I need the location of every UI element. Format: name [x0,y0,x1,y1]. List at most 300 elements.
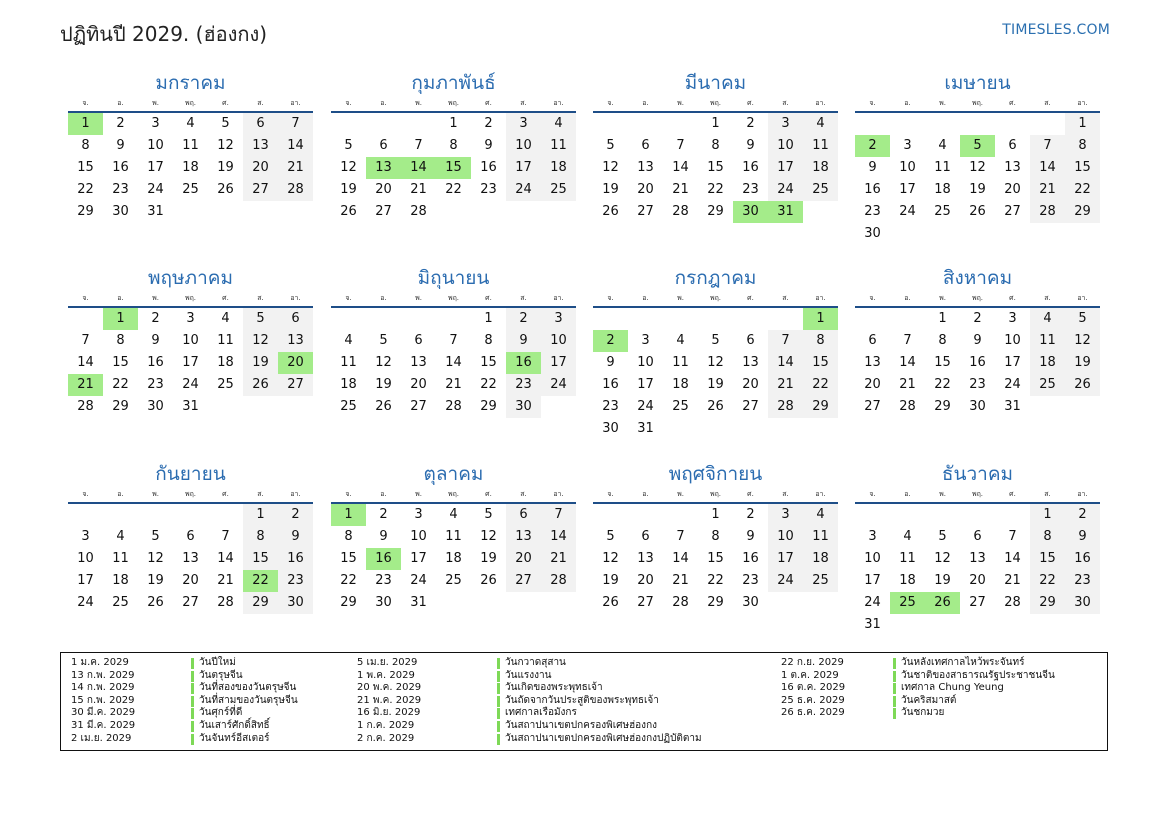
day-cell: 1 [484,311,493,326]
day-cell: 15 [77,160,94,175]
day-cell: 4 [344,333,353,348]
day-cell: 3 [506,113,541,135]
day-cell: 18 [934,182,951,197]
day-cell: 4 [938,138,947,153]
day-cell: 5 [344,138,353,153]
empty-cell [855,504,890,526]
day-cell: 13 [410,355,427,370]
day-cell: 3 [641,333,650,348]
empty-cell [855,113,890,135]
month-name: ตุลาคม [423,463,484,485]
day-cell: 26 [602,595,619,610]
weekday-label: จ. [345,489,352,498]
day-cell: 31 [410,595,427,610]
holiday-marker [497,671,500,682]
day-cell: 7 [768,330,803,352]
day-cell: 31 [637,421,654,436]
holiday-marker [497,696,500,707]
day-cell: 14 [445,355,462,370]
weekday-label: อ. [642,489,649,498]
day-cell: 10 [506,135,541,157]
day-cell: 7 [676,138,685,153]
weekday-label: อา. [1077,293,1088,302]
day-cell: 18 [899,573,916,588]
weekday-label: พ. [939,293,946,302]
weekday-label: พฤ. [447,489,460,498]
empty-cell [628,113,663,135]
day-cell: 26 [375,399,392,414]
weekday-label: จ. [82,293,89,302]
day-cell: 16 [969,355,986,370]
empty-cell [208,504,243,526]
month-block [68,70,313,223]
empty-cell [173,504,208,526]
holiday-marker [191,696,194,707]
day-cell: 16 [112,160,129,175]
weekday-label: พ. [939,98,946,107]
day-cell: 3 [151,116,160,131]
month-block [593,461,838,614]
day-grid [331,308,576,418]
day-cell: 15 [707,551,724,566]
site-link[interactable]: TIMESLES.COM [1002,22,1110,38]
weekday-label: อ. [380,489,387,498]
day-cell: 21 [1030,179,1065,201]
day-cell: 28 [1004,595,1021,610]
day-cell: 10 [541,330,576,352]
day-cell: 27 [182,595,199,610]
day-cell: 3 [768,504,803,526]
holiday-day-cell: 15 [436,157,471,179]
weekday-label: จ. [82,489,89,498]
weekday-label: พฤ. [971,98,984,107]
holiday-marker [497,708,500,719]
month-block [855,265,1100,418]
day-grid [331,504,576,614]
day-cell: 3 [768,113,803,135]
holiday-name: วันที่สองของวันตรุษจีน [199,682,297,694]
month-block [855,70,1100,245]
weekday-header-row [855,291,1100,305]
holiday-marker [893,683,896,694]
weekday-label: ส. [1044,293,1051,302]
holiday-marker [497,658,500,669]
weekday-label: จ. [607,489,614,498]
day-cell: 19 [934,573,951,588]
weekday-label: อ. [904,293,911,302]
weekday-label: ศ. [485,489,492,498]
weekday-label: อ. [380,98,387,107]
holiday-date: 21 พ.ค. 2029 [357,694,422,706]
day-cell: 16 [864,182,881,197]
month-name: พฤศจิกายน [668,463,763,485]
day-cell: 13 [278,330,313,352]
day-cell: 10 [768,135,803,157]
weekday-label: ศ. [747,293,754,302]
empty-cell [890,113,925,135]
day-cell: 30 [864,226,881,241]
weekday-header-row [331,96,576,110]
day-cell: 14 [1004,551,1021,566]
day-cell: 4 [903,529,912,544]
day-cell: 2 [1065,504,1100,526]
day-cell: 7 [221,529,230,544]
weekday-label: ศ. [747,489,754,498]
day-cell: 19 [1065,352,1100,374]
weekday-label: อ. [642,293,649,302]
day-cell: 15 [243,548,278,570]
holiday-date: 14 ก.พ. 2029 [71,682,135,694]
day-cell: 21 [410,182,427,197]
weekday-header-row [68,96,313,110]
day-cell: 28 [410,204,427,219]
weekday-label: อ. [904,489,911,498]
day-cell: 23 [112,182,129,197]
empty-cell [890,504,925,526]
month-block [331,265,576,418]
day-cell: 8 [484,333,493,348]
holiday-name: วันคริสมาสต์ [901,694,957,706]
holiday-marker [191,671,194,682]
holiday-day-cell: 1 [68,113,103,135]
day-cell: 18 [672,377,689,392]
day-cell: 21 [541,548,576,570]
day-cell: 21 [1004,573,1021,588]
empty-cell [855,308,890,330]
holiday-name: วันกวาดสุสาน [505,657,566,668]
holiday-name: วันปีใหม่ [199,657,236,668]
day-cell: 18 [182,160,199,175]
day-cell: 16 [742,551,759,566]
day-cell: 26 [243,374,278,396]
month-block [593,70,838,223]
day-cell: 22 [934,377,951,392]
day-cell: 2 [506,308,541,330]
weekday-label: พฤ. [184,98,197,107]
day-cell: 14 [77,355,94,370]
weekday-label: อา. [1077,489,1088,498]
weekday-label: ศ. [222,293,229,302]
day-cell: 27 [506,570,541,592]
day-cell: 22 [707,182,724,197]
day-cell: 17 [410,551,427,566]
holiday-day-cell: 21 [68,374,103,396]
holiday-day-cell: 25 [890,592,925,614]
day-cell: 15 [1065,157,1100,179]
month-block [855,461,1100,636]
weekday-header-row [593,487,838,501]
weekday-label: พ. [415,293,422,302]
day-cell: 23 [742,182,759,197]
day-cell: 5 [1065,308,1100,330]
holiday-date: 16 ต.ค. 2029 [781,682,846,694]
day-grid [855,308,1100,418]
day-cell: 28 [672,595,689,610]
day-cell: 27 [375,204,392,219]
day-grid [68,308,313,418]
day-cell: 7 [81,333,90,348]
day-cell: 27 [1004,204,1021,219]
day-cell: 28 [899,399,916,414]
day-cell: 11 [340,355,357,370]
empty-cell [628,504,663,526]
day-cell: 17 [541,352,576,374]
holiday-marker [893,658,896,669]
day-cell: 5 [711,333,720,348]
day-cell: 18 [803,157,838,179]
day-cell: 24 [864,595,881,610]
day-cell: 26 [340,204,357,219]
day-cell: 25 [672,399,689,414]
day-cell: 2 [973,311,982,326]
weekday-label: ส. [520,489,527,498]
day-cell: 15 [480,355,497,370]
weekday-label: ศ. [1009,293,1016,302]
day-cell: 9 [379,529,388,544]
day-cell: 28 [672,204,689,219]
day-cell: 15 [803,352,838,374]
day-cell: 30 [1065,592,1100,614]
day-cell: 2 [116,116,125,131]
empty-cell [138,504,173,526]
day-cell: 19 [969,182,986,197]
month-block [593,265,838,440]
day-cell: 31 [182,399,199,414]
day-cell: 31 [1004,399,1021,414]
holiday-marker [893,671,896,682]
weekday-header-row [593,291,838,305]
weekday-label: อา. [815,489,826,498]
day-cell: 3 [186,311,195,326]
day-cell: 12 [480,529,497,544]
month-block [68,265,313,418]
day-cell: 15 [934,355,951,370]
day-cell: 18 [340,377,357,392]
day-cell: 19 [243,352,278,374]
day-cell: 26 [707,399,724,414]
holiday-date: 25 ธ.ค. 2029 [781,694,845,706]
weekday-label: ศ. [222,98,229,107]
weekday-label: อ. [904,98,911,107]
weekday-label: ส. [257,489,264,498]
day-cell: 18 [217,355,234,370]
month-name: สิงหาคม [942,267,1013,289]
holiday-date: 16 มิ.ย. 2029 [357,707,421,719]
day-cell: 23 [969,377,986,392]
empty-cell [593,113,628,135]
day-cell: 24 [506,179,541,201]
month-block [331,70,576,223]
holiday-marker [191,708,194,719]
day-cell: 3 [414,507,423,522]
day-cell: 9 [1065,526,1100,548]
day-cell: 8 [938,333,947,348]
day-cell: 10 [182,333,199,348]
holiday-day-cell: 31 [768,201,803,223]
day-cell: 28 [1030,201,1065,223]
holiday-date: 1 ต.ค. 2029 [781,669,839,681]
day-cell: 28 [77,399,94,414]
holiday-day-cell: 1 [103,308,138,330]
holiday-name: วันศุกร์ที่ดี [199,707,243,719]
day-cell: 11 [803,526,838,548]
holiday-day-cell: 2 [855,135,890,157]
weekday-header-row [855,96,1100,110]
day-cell: 29 [480,399,497,414]
day-cell: 19 [602,182,619,197]
day-cell: 10 [637,355,654,370]
weekday-header-row [331,291,576,305]
day-cell: 21 [672,182,689,197]
day-cell: 19 [480,551,497,566]
holiday-list [60,652,1108,751]
holiday-date: 5 เม.ย. 2029 [357,657,418,668]
day-cell: 1 [243,504,278,526]
day-cell: 26 [480,573,497,588]
day-cell: 2 [278,504,313,526]
weekday-label: อา. [553,293,564,302]
day-cell: 25 [541,179,576,201]
page-title: ปฏิทินปี 2029. (ฮ่องกง) [60,22,268,46]
day-cell: 25 [217,377,234,392]
day-grid [593,504,838,614]
day-cell: 7 [1008,529,1017,544]
weekday-label: พ. [415,489,422,498]
holiday-date: 2 เม.ย. 2029 [71,732,132,744]
day-cell: 5 [938,529,947,544]
day-cell: 27 [637,595,654,610]
day-cell: 5 [221,116,230,131]
day-cell: 8 [344,529,353,544]
day-cell: 2 [484,116,493,131]
day-cell: 27 [410,399,427,414]
weekday-label: ศ. [485,98,492,107]
day-cell: 29 [707,204,724,219]
month-name: ธันวาคม [941,463,1014,485]
holiday-day-cell: 1 [331,504,366,526]
day-cell: 16 [742,160,759,175]
day-cell: 15 [340,551,357,566]
day-cell: 28 [541,570,576,592]
holiday-day-cell: 26 [925,592,960,614]
day-cell: 22 [445,182,462,197]
holiday-marker [191,683,194,694]
holiday-marker [497,683,500,694]
day-cell: 14 [768,352,803,374]
holiday-name: เทศกาลเรือมังกร [505,707,577,719]
day-cell: 13 [864,355,881,370]
day-cell: 11 [1030,330,1065,352]
day-cell: 9 [278,526,313,548]
day-cell: 30 [375,595,392,610]
day-cell: 26 [969,204,986,219]
day-cell: 9 [746,138,755,153]
day-cell: 27 [864,399,881,414]
holiday-marker [191,658,194,669]
day-cell: 9 [116,138,125,153]
day-cell: 30 [602,421,619,436]
day-cell: 17 [768,157,803,179]
day-cell: 9 [151,333,160,348]
day-cell: 7 [676,529,685,544]
day-cell: 27 [637,204,654,219]
day-cell: 21 [768,374,803,396]
day-cell: 6 [243,113,278,135]
weekday-label: พฤ. [447,98,460,107]
day-cell: 14 [278,135,313,157]
day-cell: 16 [1065,548,1100,570]
empty-cell [1030,113,1065,135]
day-cell: 29 [243,592,278,614]
day-cell: 13 [637,160,654,175]
day-grid [855,504,1100,636]
day-cell: 4 [803,113,838,135]
weekday-label: อา. [815,293,826,302]
weekday-label: พ. [152,489,159,498]
holiday-name: เทศกาล Chung Yeung [901,682,1004,694]
day-cell: 10 [899,160,916,175]
weekday-label: ส. [1044,489,1051,498]
empty-cell [436,308,471,330]
day-cell: 27 [278,374,313,396]
day-cell: 25 [1030,374,1065,396]
day-cell: 7 [1030,135,1065,157]
day-cell: 5 [151,529,160,544]
weekday-label: พฤ. [184,293,197,302]
weekday-label: พ. [677,293,684,302]
day-cell: 5 [243,308,278,330]
empty-cell [925,113,960,135]
day-cell: 3 [903,138,912,153]
day-cell: 5 [606,138,615,153]
holiday-marker [191,734,194,745]
weekday-label: จ. [869,489,876,498]
empty-cell [366,308,401,330]
day-cell: 22 [480,377,497,392]
weekday-header-row [855,487,1100,501]
weekday-label: ส. [520,293,527,302]
day-cell: 31 [864,617,881,632]
weekday-label: พฤ. [184,489,197,498]
holiday-date: 26 ธ.ค. 2029 [781,707,845,719]
day-cell: 26 [147,595,164,610]
day-grid [68,113,313,223]
day-cell: 17 [506,157,541,179]
holiday-day-cell: 1 [803,308,838,330]
day-cell: 10 [768,526,803,548]
day-cell: 2 [151,311,160,326]
day-cell: 13 [637,551,654,566]
day-cell: 14 [1030,157,1065,179]
day-grid [331,113,576,223]
holiday-day-cell: 20 [278,352,313,374]
day-cell: 21 [899,377,916,392]
day-cell: 6 [1008,138,1017,153]
month-name: มีนาคม [684,72,747,94]
day-cell: 29 [77,204,94,219]
holiday-name: วันสถาปนาเขตปกครองพิเศษฮ่องกง [505,720,658,731]
day-cell: 17 [899,182,916,197]
day-cell: 1 [1065,113,1100,135]
day-cell: 5 [379,333,388,348]
day-cell: 7 [449,333,458,348]
day-cell: 6 [506,504,541,526]
day-cell: 16 [147,355,164,370]
day-cell: 18 [112,573,129,588]
day-cell: 20 [742,377,759,392]
day-cell: 2 [746,116,755,131]
day-cell: 6 [746,333,755,348]
